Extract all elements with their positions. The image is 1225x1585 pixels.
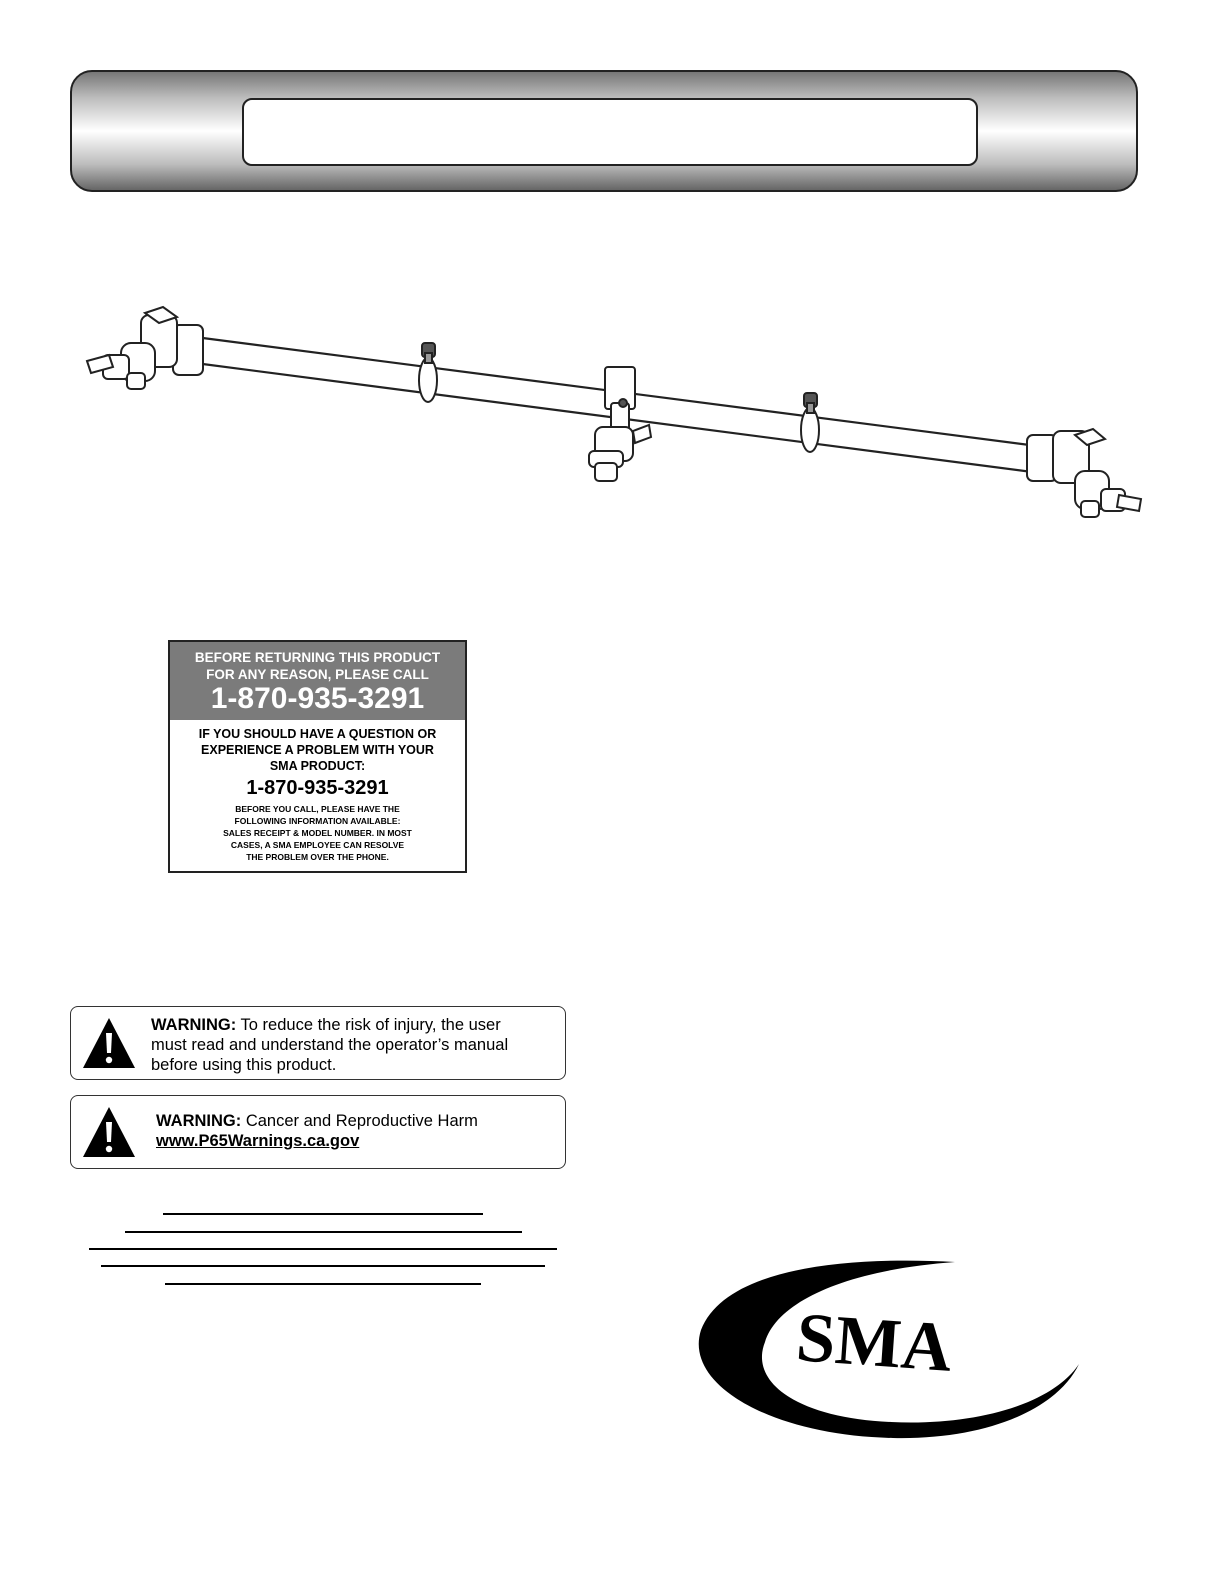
- return-call-header: [170, 642, 465, 720]
- p65-warning-box: [70, 1095, 566, 1169]
- divider-line: [89, 1248, 557, 1250]
- divider-line: [165, 1283, 481, 1285]
- spray-boom-illustration: [85, 295, 1145, 525]
- header-banner: [70, 70, 1138, 192]
- phone-number-primary: 1-870-935-3291: [210, 682, 425, 715]
- manual-warning-text: [151, 1015, 508, 1075]
- divider-line: [101, 1265, 545, 1267]
- manual-warning-box: [70, 1006, 566, 1080]
- return-line-1: BEFORE RETURNING THIS PRODUCT: [194, 650, 441, 665]
- question-line-2: EXPERIENCE A PROBLEM WITH YOUR: [201, 743, 434, 757]
- sma-logo: [695, 1258, 1080, 1440]
- p65-warnings-link[interactable]: www.P65Warnings.ca.gov: [156, 1132, 360, 1150]
- return-line-2: FOR ANY REASON, PLEASE CALL: [206, 667, 429, 682]
- info-line-3: SALES RECEIPT & MODEL NUMBER. IN MOST: [223, 828, 412, 838]
- info-line-2: FOLLOWING INFORMATION AVAILABLE:: [234, 816, 401, 826]
- info-text: [170, 803, 465, 863]
- manual-warning-line-1: To reduce the risk of injury, the user: [236, 1016, 501, 1034]
- customer-service-box: [168, 640, 467, 873]
- info-line-5: THE PROBLEM OVER THE PHONE.: [246, 852, 389, 862]
- info-line-1: BEFORE YOU CALL, PLEASE HAVE THE: [235, 804, 400, 814]
- warning-triangle-icon: [81, 1015, 137, 1071]
- manual-warning-line-2: must read and understand the operator’s manual: [151, 1036, 509, 1054]
- manual-warning-line-3: before using this product.: [151, 1056, 337, 1074]
- question-section: [170, 720, 465, 863]
- question-line-1: IF YOU SHOULD HAVE A QUESTION OR: [198, 727, 437, 741]
- warning-label: WARNING:: [156, 1112, 242, 1130]
- phone-number-secondary: 1-870-935-3291: [246, 777, 389, 799]
- title-box: [242, 98, 978, 166]
- warning-label: WARNING:: [151, 1016, 237, 1034]
- p65-warning-text: [156, 1111, 478, 1151]
- divider-line: [163, 1213, 483, 1215]
- svg-text:SMA: SMA: [793, 1299, 955, 1387]
- question-line-3: SMA PRODUCT:: [269, 759, 366, 773]
- info-line-4: CASES, A SMA EMPLOYEE CAN RESOLVE: [230, 840, 405, 850]
- p65-warning-line-1: Cancer and Reproductive Harm: [241, 1112, 478, 1130]
- warning-triangle-icon: [81, 1104, 137, 1160]
- divider-line: [125, 1231, 522, 1233]
